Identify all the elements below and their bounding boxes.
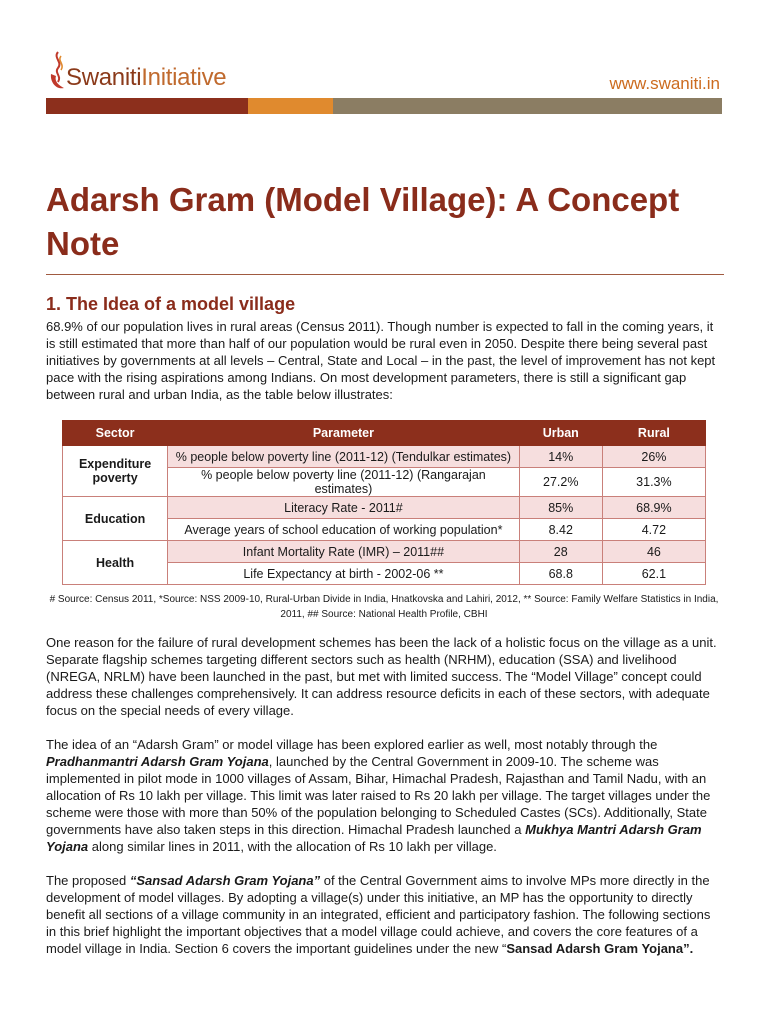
p4-scheme-name-sagy-end: Sansad Adarsh Gram Yojana”. bbox=[506, 941, 694, 956]
rural-cell: 4.72 bbox=[602, 519, 705, 541]
urban-cell: 85% bbox=[519, 497, 602, 519]
rural-urban-table bbox=[62, 420, 706, 585]
logo-wordmark bbox=[66, 64, 226, 92]
parameter-cell: Life Expectancy at birth - 2002-06 ** bbox=[168, 563, 520, 585]
parameter-cell: Infant Mortality Rate (IMR) – 2011## bbox=[168, 541, 520, 563]
rural-cell: 46 bbox=[602, 541, 705, 563]
urban-cell: 14% bbox=[519, 446, 602, 468]
p4-scheme-name-sagy: “Sansad Adarsh Gram Yojana” bbox=[129, 873, 321, 888]
swaniti-logo bbox=[48, 50, 226, 92]
parameter-cell: Literacy Rate - 2011# bbox=[168, 497, 520, 519]
header-color-band bbox=[46, 98, 722, 114]
table-header-row bbox=[63, 421, 706, 446]
band-segment-dark bbox=[46, 98, 248, 114]
rural-cell: 68.9% bbox=[602, 497, 705, 519]
parameter-cell: Average years of school education of working population* bbox=[168, 519, 520, 541]
urban-cell: 8.42 bbox=[519, 519, 602, 541]
page-header bbox=[0, 0, 768, 115]
section-1-intro: 68.9% of our population lives in rural areas (Census 2011). Though number is expected to fall in the coming years, it is still estimated that more than half of our population would be rural even in 2050. Despite there being several past initiatives by governments at all levels – Central, State and Local – in the past, the level of improvement has not kept pace with the rising aspirations among Indians. On most development parameters, there is still a significant gap between rural and urban India, as the table below illustrates: bbox=[46, 319, 716, 402]
p3-text-e: along similar lines in 2011, with the allocation of Rs 10 lakh per village. bbox=[88, 839, 497, 854]
table-row bbox=[63, 446, 706, 468]
urban-cell: 28 bbox=[519, 541, 602, 563]
p3-scheme-name-mmagy: Mukhya Mantri Adarsh Gram Yojana bbox=[46, 822, 702, 854]
paragraph-adarsh-gram-history bbox=[46, 736, 718, 855]
band-segment-orange bbox=[248, 98, 333, 114]
logo-brand-text: Swaniti bbox=[66, 64, 142, 91]
sector-cell: Expenditure poverty bbox=[63, 446, 168, 497]
flame-logo-icon bbox=[48, 50, 68, 92]
rural-cell: 62.1 bbox=[602, 563, 705, 585]
rural-cell: 31.3% bbox=[602, 468, 705, 497]
document-title: Adarsh Gram (Model Village): A Concept Note bbox=[46, 181, 680, 262]
paragraph-sansad-yojana bbox=[46, 872, 718, 957]
col-header-sector: Sector bbox=[63, 421, 168, 446]
band-segment-gray bbox=[333, 98, 722, 114]
table-row bbox=[63, 497, 706, 519]
parameter-cell: % people below poverty line (2011-12) (Tendulkar estimates) bbox=[168, 446, 520, 468]
col-header-rural: Rural bbox=[602, 421, 705, 446]
website-link[interactable]: www.swaniti.in bbox=[609, 74, 720, 93]
p4-text-a: The proposed bbox=[46, 873, 130, 888]
logo-suffix-text: Initiative bbox=[141, 64, 227, 91]
table-row bbox=[63, 541, 706, 563]
table-source-note: # Source: Census 2011, *Source: NSS 2009-10, Rural-Urban Divide in India, Hnatkovska and Lahiri, 2012, ** Source: Family Welfare Statistics in India, 2011, ## Source: National Health Profile, CBHI bbox=[49, 594, 719, 620]
urban-cell: 68.8 bbox=[519, 563, 602, 585]
col-header-parameter: Parameter bbox=[168, 421, 520, 446]
paragraph-holistic-focus: One reason for the failure of rural development schemes has been the lack of a holistic focus on the village as a unit. Separate flagship schemes targeting different sectors such as health (NRHM), education (SSA) and livelihood (NREGA, NRLM) have been launched in the past, but met with limited success. The “Model Village” concept could address these challenges comprehensively. It can address resource deficits in each of these sectors, with adequate focus on the special needs of every village. bbox=[46, 635, 717, 718]
sector-cell: Education bbox=[63, 497, 168, 541]
parameter-cell: % people below poverty line (2011-12) (Rangarajan estimates) bbox=[168, 468, 520, 497]
title-divider bbox=[46, 274, 724, 275]
section-1-heading: 1. The Idea of a model village bbox=[46, 294, 296, 314]
col-header-urban: Urban bbox=[519, 421, 602, 446]
p3-scheme-name-pmagy: Pradhanmantri Adarsh Gram Yojana bbox=[46, 754, 269, 769]
urban-cell: 27.2% bbox=[519, 468, 602, 497]
rural-cell: 26% bbox=[602, 446, 705, 468]
sector-cell: Health bbox=[63, 541, 168, 585]
p3-text-c: , launched by the Central Government in 2009-10. The scheme was implemented in pilot mode in 1000 villages of Assam, Bihar, Himachal Pradesh, Rajasthan and Tamil Nadu, with an allocation of Rs 10 lakh per village. This limit was later raised to Rs 20 lakh per village. The target villages under the scheme were those with more than 50% of the population belonging to Scheduled Castes (SCs). Additionally, State governments have also taken steps in this direction. Himachal Pradesh launched a bbox=[46, 754, 711, 837]
p3-text-a: The idea of an “Adarsh Gram” or model village has been explored earlier as well, most notably through the bbox=[46, 737, 658, 752]
p4-text-c: of the Central Government aims to involve MPs more directly in the development of model villages. By adopting a village(s) under this initiative, an MP has the opportunity to directly benefit all sections of a village community in an integrated, efficient and participatory fashion. The following sections in this brief highlight the important objectives that a model village could achieve, and covers the core features of a model village in India. Section 6 covers the important guidelines under the new “ bbox=[46, 873, 711, 956]
